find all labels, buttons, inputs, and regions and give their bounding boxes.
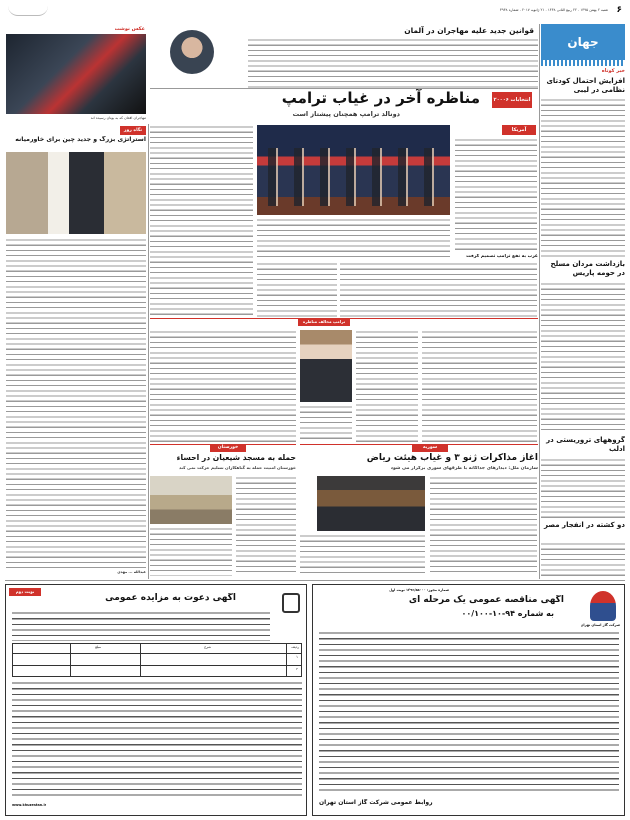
photo-caption-title: عکس نوشت	[114, 26, 145, 32]
mid-body-a	[356, 330, 418, 442]
top-body-2	[148, 30, 168, 88]
table-col-line	[286, 644, 287, 676]
sidebar	[541, 24, 625, 579]
newsline-label: خبر کوتاه	[601, 68, 625, 74]
mid-strip-tag: ترامپ مخالف مناظره	[298, 318, 350, 326]
tender-body	[319, 631, 619, 791]
table-col-line	[140, 644, 141, 676]
khuz-body-right	[236, 476, 296, 576]
emblem-icon	[282, 593, 300, 613]
masthead	[0, 0, 630, 24]
main-body-lower	[340, 262, 537, 317]
table-col-line	[70, 644, 71, 676]
sub-section-head: غرب به نفع ترامپ تصمیم گرفت	[466, 254, 538, 259]
sidebar-headline-3: گروههای تروریستی در ادلب	[546, 436, 625, 453]
sidebar-headline-4: دو کشته در انفجار مصر	[544, 521, 625, 529]
table-head-col2: شرح	[204, 645, 211, 649]
tender-number: به شماره ۹۴-۱۰-۰۰/۱۰۰	[461, 609, 554, 618]
main-body-right	[455, 138, 537, 250]
top-body	[248, 38, 538, 88]
kicker-tag: آمریکا	[502, 125, 536, 135]
election-badge: انتخابات ۲۰۰۰۶	[492, 92, 532, 108]
mosque-photo	[150, 476, 232, 524]
sidebar-body-1	[541, 98, 625, 258]
table-head-col3: مبلغ	[95, 645, 101, 649]
sidebar-body-2	[541, 282, 625, 432]
auction-intro	[12, 611, 270, 641]
main-body-left	[150, 125, 253, 315]
page-number: ۶	[616, 5, 622, 15]
auction-terms	[12, 681, 302, 799]
date-line: شنبه ۲ بهمن ۱۳۹۵ . ۲۲ ربیع الثانی ۱۴۳۸ . ۲۱ ژانویه ۲۰۱۷ . شماره ۳۹۳۸	[499, 8, 608, 12]
syria-body-left	[300, 534, 425, 576]
main-subhead: دونالد ترامپ همچنان پیشتاز است	[292, 110, 400, 118]
china-headline: استراتژی بزرگ و جدید چین برای خاورمیانه	[15, 136, 146, 143]
table-row-1: ۱	[296, 655, 298, 659]
portrait-photo	[170, 30, 214, 74]
syria-sub: سازمان ملل: دیدارهای جداگانه با طرفهای سوری برگزار می شود	[390, 466, 538, 471]
mid-body-right	[422, 330, 537, 442]
sidebar-body-3	[541, 458, 625, 518]
sidebar-divider	[539, 24, 540, 579]
auction-url: www.khuzestan.ir	[12, 803, 47, 807]
table-head-col1: ردیف	[291, 645, 299, 649]
khuz-tag: خوزستان	[210, 444, 246, 452]
geneva-photo	[317, 476, 425, 531]
tender-ad	[312, 584, 625, 816]
photo-subcaption: مهاجران افغان که به یونان رسیده اند	[90, 116, 146, 120]
gas-logo-icon	[590, 591, 616, 621]
china-body	[6, 238, 146, 568]
main-headline: مناظره آخر در غیاب ترامپ	[281, 89, 480, 107]
top-headline: قوانین جدید علیه مهاجران در آلمان	[404, 26, 534, 35]
sidebar-headline-2: بازداشت مردان مسلح در حومه پاریس	[550, 260, 625, 277]
khuz-body-left	[150, 527, 232, 576]
auction-table	[12, 643, 302, 677]
tender-header: شماره مجوز: ۱۳۹۶/۵۵۰۰۰ نوبت اول	[389, 588, 449, 592]
tender-footer: روابط عمومی شرکت گاز استان تهران	[319, 799, 433, 806]
khuz-headline: حمله به مسجد شیعیان در احساء	[176, 453, 296, 462]
xi-salman-photo	[6, 152, 146, 234]
table-row	[13, 665, 301, 666]
china-tag: نگاه روز	[120, 126, 146, 135]
migrant-photo	[6, 34, 146, 114]
auction-title: آگهی دعوت به مزایده عمومی	[105, 593, 236, 603]
putin-photo	[300, 330, 352, 402]
mid-body-b	[300, 405, 352, 442]
auction-tag: نوبت دوم	[9, 588, 41, 596]
syria-headline: آغاز مذاکرات ژنو ۳ و غیاب هیئت ریاض	[366, 453, 538, 463]
ads-top-rule	[5, 580, 625, 581]
tender-company: شرکت گاز استان تهران	[580, 623, 620, 627]
china-divider	[148, 124, 149, 579]
sidebar-body-4	[541, 542, 625, 578]
main-body-mid	[257, 218, 450, 258]
main-body-lower2	[257, 262, 337, 317]
khuz-sub: خوزستان امنیت حمله به گناهکاران تسلیم حرکت نمی کند	[178, 465, 296, 470]
section-title: جهان	[541, 24, 625, 60]
china-byline: عبدالله ... مهدی	[117, 570, 146, 574]
mid-body-c	[150, 330, 296, 442]
debate-candidates	[262, 148, 447, 206]
ornament-icon	[8, 6, 48, 16]
sidebar-headline-1: افزایش احتمال کودتای نظامی در لیبی	[546, 77, 625, 94]
syria-body-right	[430, 476, 537, 576]
syria-tag: سوریه	[412, 444, 448, 452]
table-row	[13, 653, 301, 654]
auction-ad	[5, 584, 307, 816]
tender-title: آگهی مناقصه عمومی یک مرحله ای	[408, 595, 564, 605]
section-stripe	[541, 60, 625, 66]
table-row-2: ۲	[296, 667, 298, 671]
